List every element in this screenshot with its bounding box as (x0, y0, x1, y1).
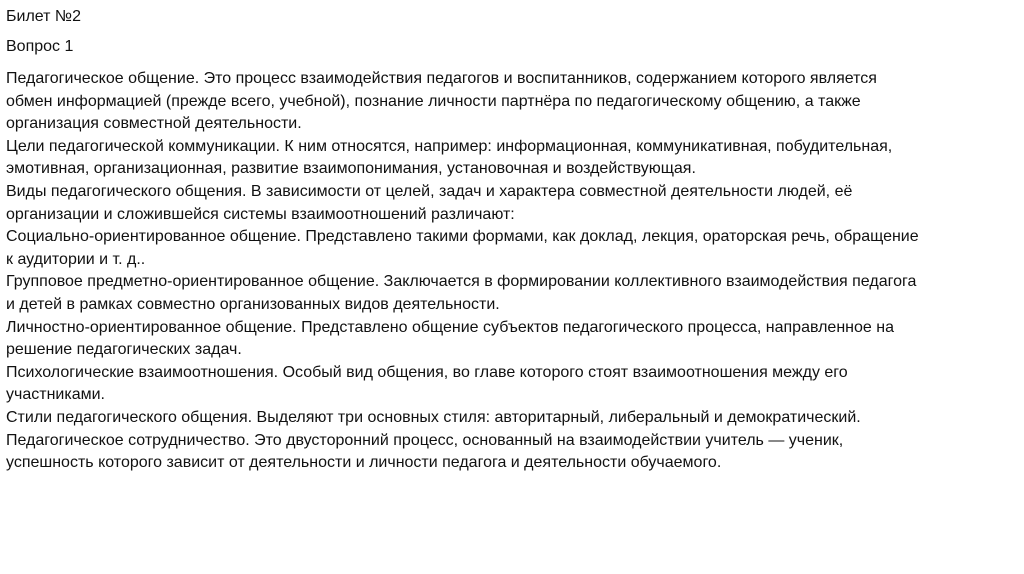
text-line: успешность которого зависит от деятельности и личности педагога и деятельности обучаемого. (6, 454, 722, 472)
ticket-title: Билет №2 (6, 8, 81, 25)
text-line: Групповое предметно-ориентированное общение. Заключается в формировании коллективного взаимодействия педагога (6, 273, 917, 291)
answer-text (6, 68, 1016, 475)
text-line: Личностно-ориентированное общение. Представлено общение субъектов педагогического процесса, направленное на (6, 318, 894, 336)
text-line: Психологические взаимоотношения. Особый вид общения, во главе которого стоят взаимоотношения между его (6, 363, 848, 381)
text-line: Педагогическое общение. Это процесс взаимодействия педагогов и воспитанников, содержанием которого является (6, 70, 877, 87)
text-line: эмотивная, организационная, развитие взаимопонимания, установочная и воздействующая. (6, 160, 696, 178)
text-line: участниками. (6, 386, 105, 404)
text-line: Социально-ориентированное общение. Представлено такими формами, как доклад, лекция, ораторская речь, обращение (6, 228, 919, 246)
text-line: организации и сложившейся системы взаимоотношений различают: (6, 205, 515, 223)
text-line: Стили педагогического общения. Выделяют три основных стиля: авторитарный, либеральный и демократический. (6, 408, 861, 426)
text-line: Педагогическое сотрудничество. Это двусторонний процесс, основанный на взаимодействии учитель — ученик, (6, 431, 844, 449)
text-line: решение педагогических задач. (6, 341, 242, 359)
document-page (6, 6, 1016, 566)
text-line: к аудитории и т. д.. (6, 250, 146, 268)
text-line: Виды педагогического общения. В зависимости от целей, задач и характера совместной деятельности людей, её (6, 182, 853, 200)
text-line: Цели педагогической коммуникации. К ним относятся, например: информационная, коммуникативная, побудительная, (6, 137, 893, 155)
question-title: Вопрос 1 (6, 38, 74, 55)
text-line: обмен информацией (прежде всего, учебной), познание личности партнёра по педагогическому общению, а также (6, 92, 861, 110)
text-line: и детей в рамках совместно организованных видов деятельности. (6, 295, 500, 313)
text-line: организация совместной деятельности. (6, 115, 302, 133)
